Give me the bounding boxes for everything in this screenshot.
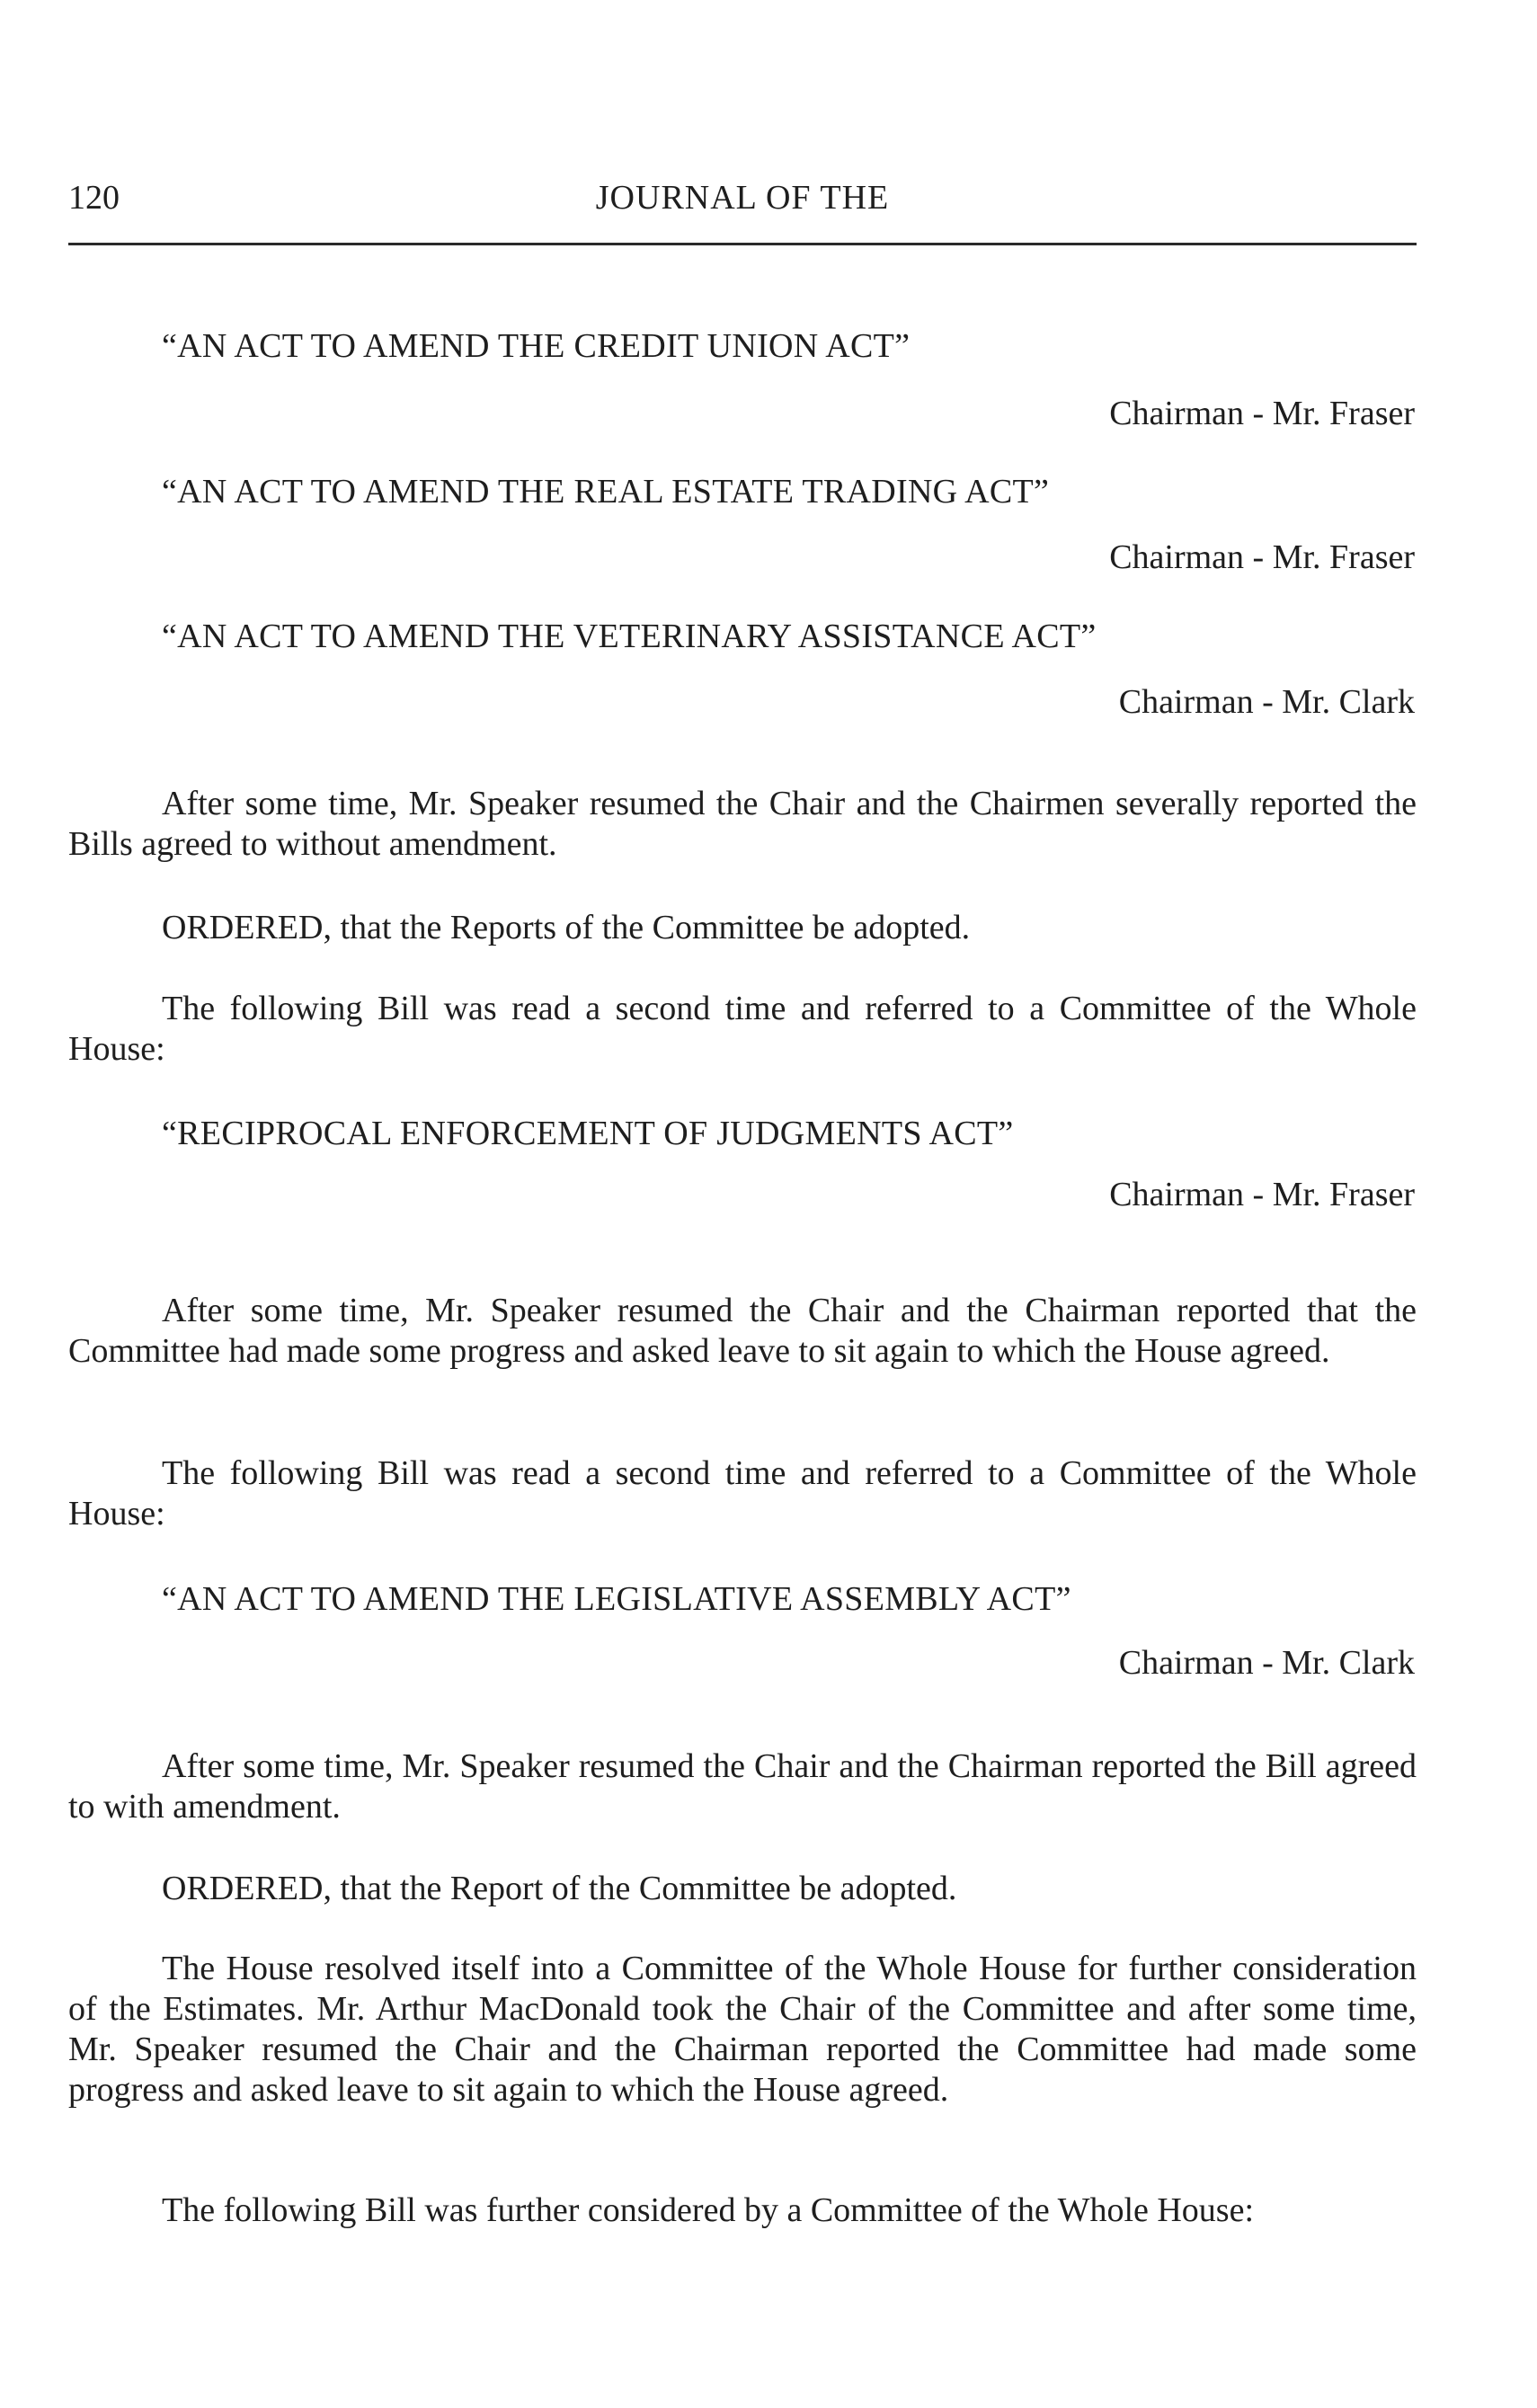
bill-title-legislative: “AN ACT TO AMEND THE LEGISLATIVE ASSEMBLY ACT” xyxy=(162,1580,1071,1618)
paragraph-further-considered: The following Bill was further considered by a Committee of the Whole House: xyxy=(162,2191,1255,2229)
paragraph-second-reading-1: The following Bill was read a second time and referred to a Committee of the Whole House: xyxy=(68,990,1417,1068)
chairman-legislative: Chairman - Mr. Clark xyxy=(1118,1644,1415,1682)
paragraph-ordered-report: ORDERED, that the Report of the Committee be adopted. xyxy=(162,1870,957,1907)
page-header xyxy=(68,175,1417,245)
paragraph-ordered-reports: ORDERED, that the Reports of the Committee be adopted. xyxy=(162,909,971,946)
bill-title-veterinary: “AN ACT TO AMEND THE VETERINARY ASSISTANCE ACT” xyxy=(162,618,1097,655)
paragraph-second-reading-2: The following Bill was read a second time and referred to a Committee of the Whole House: xyxy=(68,1454,1417,1533)
paragraph-progress-1: After some time, Mr. Speaker resumed the Chair and the Chairman reported that the Committee had made some progress and asked leave to sit again to which the House agreed. xyxy=(68,1292,1417,1370)
paragraph-report-amendment: After some time, Mr. Speaker resumed the Chair and the Chairman reported the Bill agreed to with amendment. xyxy=(68,1747,1417,1826)
paragraph-report-bills: After some time, Mr. Speaker resumed the Chair and the Chairmen severally reported the Bills agreed to without amendment. xyxy=(68,785,1417,863)
chairman-veterinary: Chairman - Mr. Clark xyxy=(1118,683,1415,721)
running-title: JOURNAL OF THE xyxy=(595,179,890,217)
bill-title-real-estate: “AN ACT TO AMEND THE REAL ESTATE TRADING ACT” xyxy=(162,473,1050,511)
chairman-reciprocal: Chairman - Mr. Fraser xyxy=(1109,1176,1415,1213)
page-number: 120 xyxy=(68,179,120,217)
chairman-credit-union: Chairman - Mr. Fraser xyxy=(1109,395,1415,432)
bill-title-credit-union: “AN ACT TO AMEND THE CREDIT UNION ACT” xyxy=(162,327,911,365)
paragraph-estimates: The House resolved itself into a Committee of the Whole House for further consideration of the Estimates. Mr. Arthur MacDonald took the Chair of the Committee and after some time, Mr. Speaker resumed the Chair and the Chairman reported the Committee had made some progress and asked leave to sit again to which the House agreed. xyxy=(68,1950,1417,2109)
chairman-real-estate: Chairman - Mr. Fraser xyxy=(1109,538,1415,576)
bill-title-reciprocal: “RECIPROCAL ENFORCEMENT OF JUDGMENTS ACT” xyxy=(162,1115,1014,1152)
